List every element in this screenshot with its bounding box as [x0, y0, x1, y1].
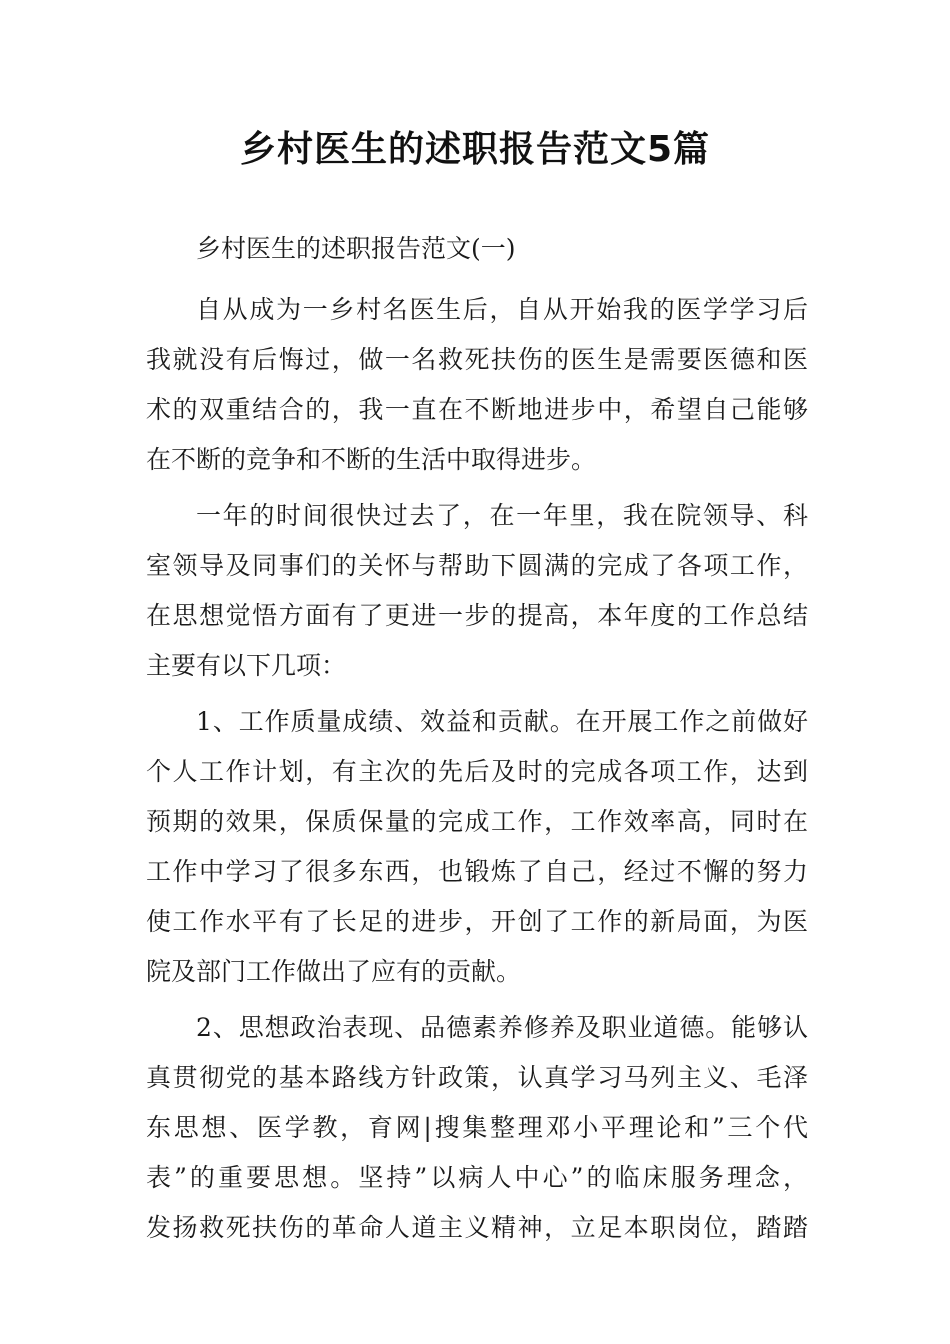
- paragraph-line: 真贯彻党的基本路线方针政策，认真学习马列主义、毛泽: [146, 1063, 808, 1092]
- paragraph-line: 我就没有后悔过，做一名救死扶伤的医生是需要医德和医: [146, 345, 808, 374]
- paragraph: [146, 290, 808, 490]
- paragraph-line: 工作中学习了很多东西，也锻炼了自己，经过不懈的努力: [146, 857, 808, 886]
- paragraph-line: 使工作水平有了长足的进步，开创了工作的新局面，为医: [146, 907, 808, 936]
- paragraph-line: 主要有以下几项：: [146, 651, 347, 680]
- paragraph-line: 自从成为一乡村名医生后，自从开始我的医学学习后: [196, 295, 808, 324]
- paragraph-line: 表”的重要思想。坚持”以病人中心”的临床服务理念，: [146, 1163, 808, 1192]
- section-subtitle: 乡村医生的述职报告范文(一): [196, 234, 516, 263]
- paragraph-line: 一年的时间很快过去了，在一年里，我在院领导、科: [196, 501, 808, 530]
- document-title: 乡村医生的述职报告范文5篇: [239, 129, 711, 170]
- paragraph-line: 2、思想政治表现、品德素养修养及职业道德。能够认: [196, 1013, 808, 1042]
- paragraph-line: 发扬救死扶伤的革命人道主义精神，立足本职岗位，踏踏: [146, 1213, 808, 1242]
- paragraph: [146, 702, 808, 1002]
- paragraph: [146, 496, 808, 696]
- paragraph-line: 室领导及同事们的关怀与帮助下圆满的完成了各项工作，: [146, 551, 808, 580]
- document-body: [146, 224, 808, 1258]
- paragraph-line: 1、工作质量成绩、效益和贡献。在开展工作之前做好: [196, 707, 808, 736]
- paragraph-line: 个人工作计划，有主次的先后及时的完成各项工作，达到: [146, 757, 808, 786]
- paragraph-line: 预期的效果，保质保量的完成工作，工作效率高，同时在: [146, 807, 808, 836]
- paragraph-line: 东思想、医学教，育网|搜集整理邓小平理论和”三个代: [146, 1113, 808, 1142]
- paragraph-list: [146, 290, 808, 1258]
- paragraph-line: 在不断的竞争和不断的生活中取得进步。: [146, 445, 597, 474]
- paragraph: [146, 1008, 808, 1258]
- paragraph-line: 院及部门工作做出了应有的贡献。: [146, 957, 522, 986]
- paragraph-line: 在思想觉悟方面有了更进一步的提高，本年度的工作总结: [146, 601, 808, 630]
- paragraph-line: 术的双重结合的，我一直在不断地进步中，希望自己能够: [146, 395, 808, 424]
